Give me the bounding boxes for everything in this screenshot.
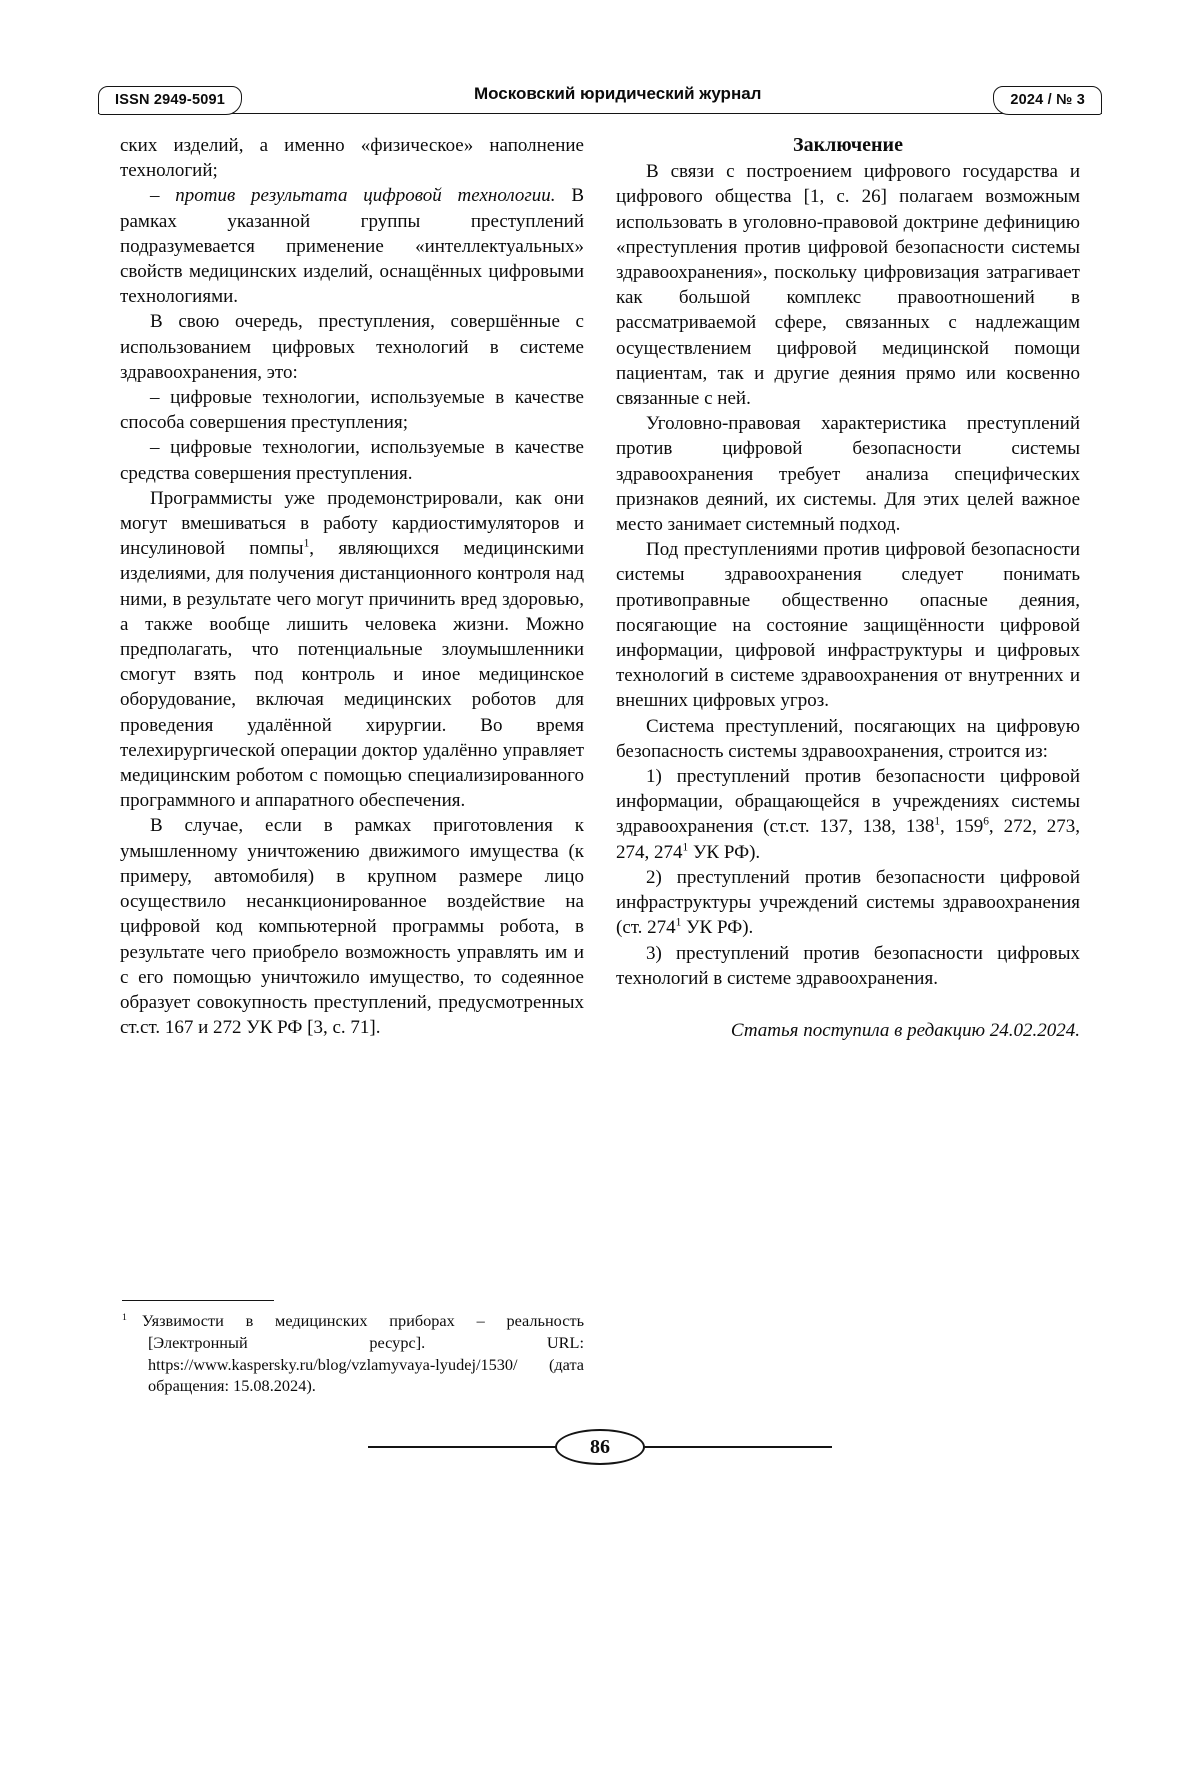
issue-label: 2024 / № 3 bbox=[1010, 91, 1085, 108]
left-column bbox=[120, 133, 584, 1043]
footnote-text: Уязвимости в медицинских приборах – реальность [Электронный ресурс]. URL: https://www.kaspersky.ru/blog/vzlamyvaya-lyudej/1530/ (дата обращения: 15.08.2024). bbox=[141, 1311, 584, 1396]
page-number-badge bbox=[555, 1429, 645, 1465]
footer-ornament bbox=[368, 1428, 832, 1470]
article-body bbox=[120, 133, 1080, 1043]
issn-label: ISSN 2949-5091 bbox=[115, 91, 226, 108]
page-number: 86 bbox=[590, 1435, 610, 1458]
right-column bbox=[616, 133, 1080, 1043]
paragraph: В свою очередь, преступления, совершённые с использованием цифровых технологий в системе здравоохранения, это: bbox=[120, 311, 584, 383]
footnote-marker: 1 bbox=[122, 1311, 127, 1323]
paragraph: Под преступлениями против цифровой безопасности системы здравоохранения следует понимать противоправные общественно опасные деяния, посягающие на состояние защищённости цифровой информации, цифровой инфраструктуры и цифровых технологий в системе здравоохранения от внутренних и внешних цифровых угроз. bbox=[616, 539, 1080, 712]
footnote-block bbox=[120, 1300, 584, 1397]
paragraph: 2) преступлений против безопасности цифровой инфраструктуры учреждений системы здравоохранения (ст. $274^1$ УК РФ). bbox=[616, 866, 1080, 939]
issue-tab bbox=[993, 86, 1102, 115]
issn-tab bbox=[98, 86, 242, 115]
paragraph: 1) преступлений против безопасности цифровой информации, обращающейся в учреждениях системы здравоохранения (ст.ст. 137, 138, $138^1$, $159^6$, 272, 273, 274, $274^1$ УК РФ). bbox=[616, 766, 1081, 863]
footnote bbox=[120, 1310, 584, 1397]
paragraph: В случае, если в рамках приготовления к умышленному уничтожению движимого имущества (к примеру, автомобиля) в крупном размере лицо осуществило несанкционированное воздействие на цифровой код компьютерной программы робота, в результате чего приобрело возможность управлять им и с его помощью уничтожило имущество, то содеянное образует совокупность преступлений, предусмотренных ст.ст. 167 и 272 УК РФ [3, с. 71]. bbox=[120, 815, 584, 1039]
page-footer bbox=[0, 1428, 1200, 1470]
journal-title: Московский юридический журнал bbox=[473, 84, 762, 103]
paragraph: Система преступлений, посягающих на цифровую безопасность системы здравоохранения, строится из: bbox=[616, 715, 1080, 762]
right-column-paragraphs bbox=[616, 159, 1080, 991]
paragraph: В связи с построением цифрового государства и цифрового общества [1, с. 26] полагаем возможным использовать в уголовно-правовой доктрине дефиницию «преступления против цифровой безопасности системы здравоохранения», поскольку цифровизация затрагивает как большой комплекс правоотношений в рассматриваемой сфере, связанных с надлежащим осуществлением цифровой медицинской помощи пациентам, так и другие деяния прямо или косвенно связанные с ней. bbox=[616, 161, 1080, 410]
received-note: Статья поступила в редакцию 24.02.2024. bbox=[730, 1019, 1080, 1041]
conclusion-heading: Заключение bbox=[793, 134, 903, 156]
page-header bbox=[98, 84, 1102, 114]
paragraph: Уголовно-правовая характеристика преступлений против цифровой безопасности системы здравоохранения требует анализа специфических признаков деяний, их системы. Для этих целей важное место занимает системный подход. bbox=[616, 413, 1080, 536]
paragraph: 3) преступлений против безопасности цифровых технологий в системе здравоохранения. bbox=[616, 942, 1080, 989]
paragraph: ских изделий, а именно «физическое» наполнение технологий; bbox=[120, 135, 584, 182]
paragraph: – цифровые технологии, используемые в качестве средства совершения преступления. bbox=[120, 437, 584, 484]
paragraph: Программисты уже продемонстрировали, как они могут вмешиваться в работу кардиостимуляторов и инсулиновой помпы$^1$, являющихся медицинскими изделиями, для получения дистанционного контроля над ними, в результате чего могут причинить вред здоровью, а также вообще лишить человека жизни. Можно предполагать, что потенциальные злоумышленники смогут взять под контроль и иное медицинское оборудование, включая медицинских роботов для проведения удалённой хирургии. Во время телехирургической операции доктор удалённо управляет медицинским роботом с помощью специализированного программного и аппаратного обеспечения. bbox=[120, 487, 584, 812]
footnote-rule bbox=[122, 1300, 274, 1301]
paragraph: – цифровые технологии, используемые в качестве способа совершения преступления; bbox=[120, 387, 584, 434]
paragraph: – против результата цифровой технологии. В рамках указанной группы преступлений подразумевается применение «интеллектуальных» свойств медицинских изделий, оснащённых цифровыми технологиями. bbox=[120, 185, 584, 308]
